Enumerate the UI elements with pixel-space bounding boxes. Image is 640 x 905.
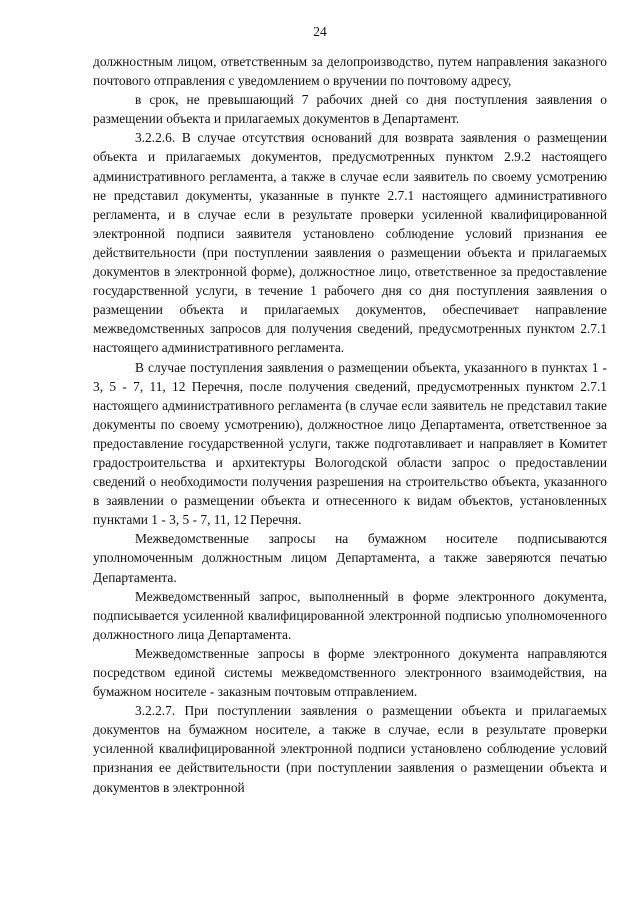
paragraph-3-2-2-6: 3.2.2.6. В случае отсутствия оснований для возврата заявления о размещении объекта и прилагаемых документов, предусмотренных пунктом 2.9.2 настоящего административного регламента, а также в случае если заявитель по своему усмотрению не представил документы, указанные в пункте 2.7.1 настоящего административного регламента, и в случае если в результате проверки усиленной квалифицированной электронной подписи заявителя установлено соблюдение условий признания ее действительности (при поступлении заявления о размещении объекта и прилагаемых документов в электронной форме), должностное лицо, ответственное за предоставление государственной услуги, в течение 1 рабочего дня со дня поступления заявления о размещении объекта и прилагаемых документов, обеспечивает направление межведомственных запросов для получения сведений, предусмотренных пунктом 2.7.1 настоящего административного регламента. [93, 130, 607, 356]
document-body [93, 52, 607, 797]
paragraph-objects-request: В случае поступления заявления о размещении объекта, указанного в пунктах 1 - 3, 5 - 7, 11, 12 Перечня, после получения сведений, предусмотренных пунктом 2.7.1 настоящего административного регламента (в случае если заявитель не представил такие документы по своему усмотрению), должностное лицо Департамента, ответственное за предоставление государственной услуги, также подготавливает и направляет в Комитет градостроительства и архитектуры Вологодской области запрос о предоставлении сведений о необходимости получения разрешения на строительство объекта, указанного в заявлении о размещении объекта и отнесенного к видам объектов, установленных пунктами 1 - 3, 5 - 7, 11, 12 Перечня. [93, 359, 607, 528]
paragraph-electronic-request: Межведомственный запрос, выполненный в форме электронного документа, подписывается усиленной квалифицированной электронной подписью уполномоченного должностного лица Департамента. [93, 588, 607, 642]
paragraph-request-delivery: Межведомственные запросы в форме электронного документа направляются посредством единой системы межведомственного электронного взаимодействия, на бумажном носителе - заказным почтовым отправлением. [93, 645, 607, 700]
paragraph-3-2-2-7: 3.2.2.7. При поступлении заявления о размещении объекта и прилагаемых документов на бумажном носителе, а также в случае, если в результате проверки усиленной квалифицированной электронной подписи установлено соблюдение условий признания ее действительности (при поступлении заявления о размещении объекта и документов в электронной [93, 703, 607, 795]
paragraph-continuation: должностным лицом, ответственным за делопроизводство, путем направления заказного почтового отправления с уведомлением о вручении по почтовому адресу, [93, 54, 607, 89]
paragraph-deadline: в срок, не превышающий 7 рабочих дней со дня поступления заявления о размещении объекта и прилагаемых документов в Департамент. [93, 92, 607, 127]
paragraph-paper-requests: Межведомственные запросы на бумажном носителе подписываются уполномоченным должностным лицом Департамента, а также заверяются печатью Департамента. [93, 531, 607, 585]
page-number: 24 [313, 24, 327, 39]
